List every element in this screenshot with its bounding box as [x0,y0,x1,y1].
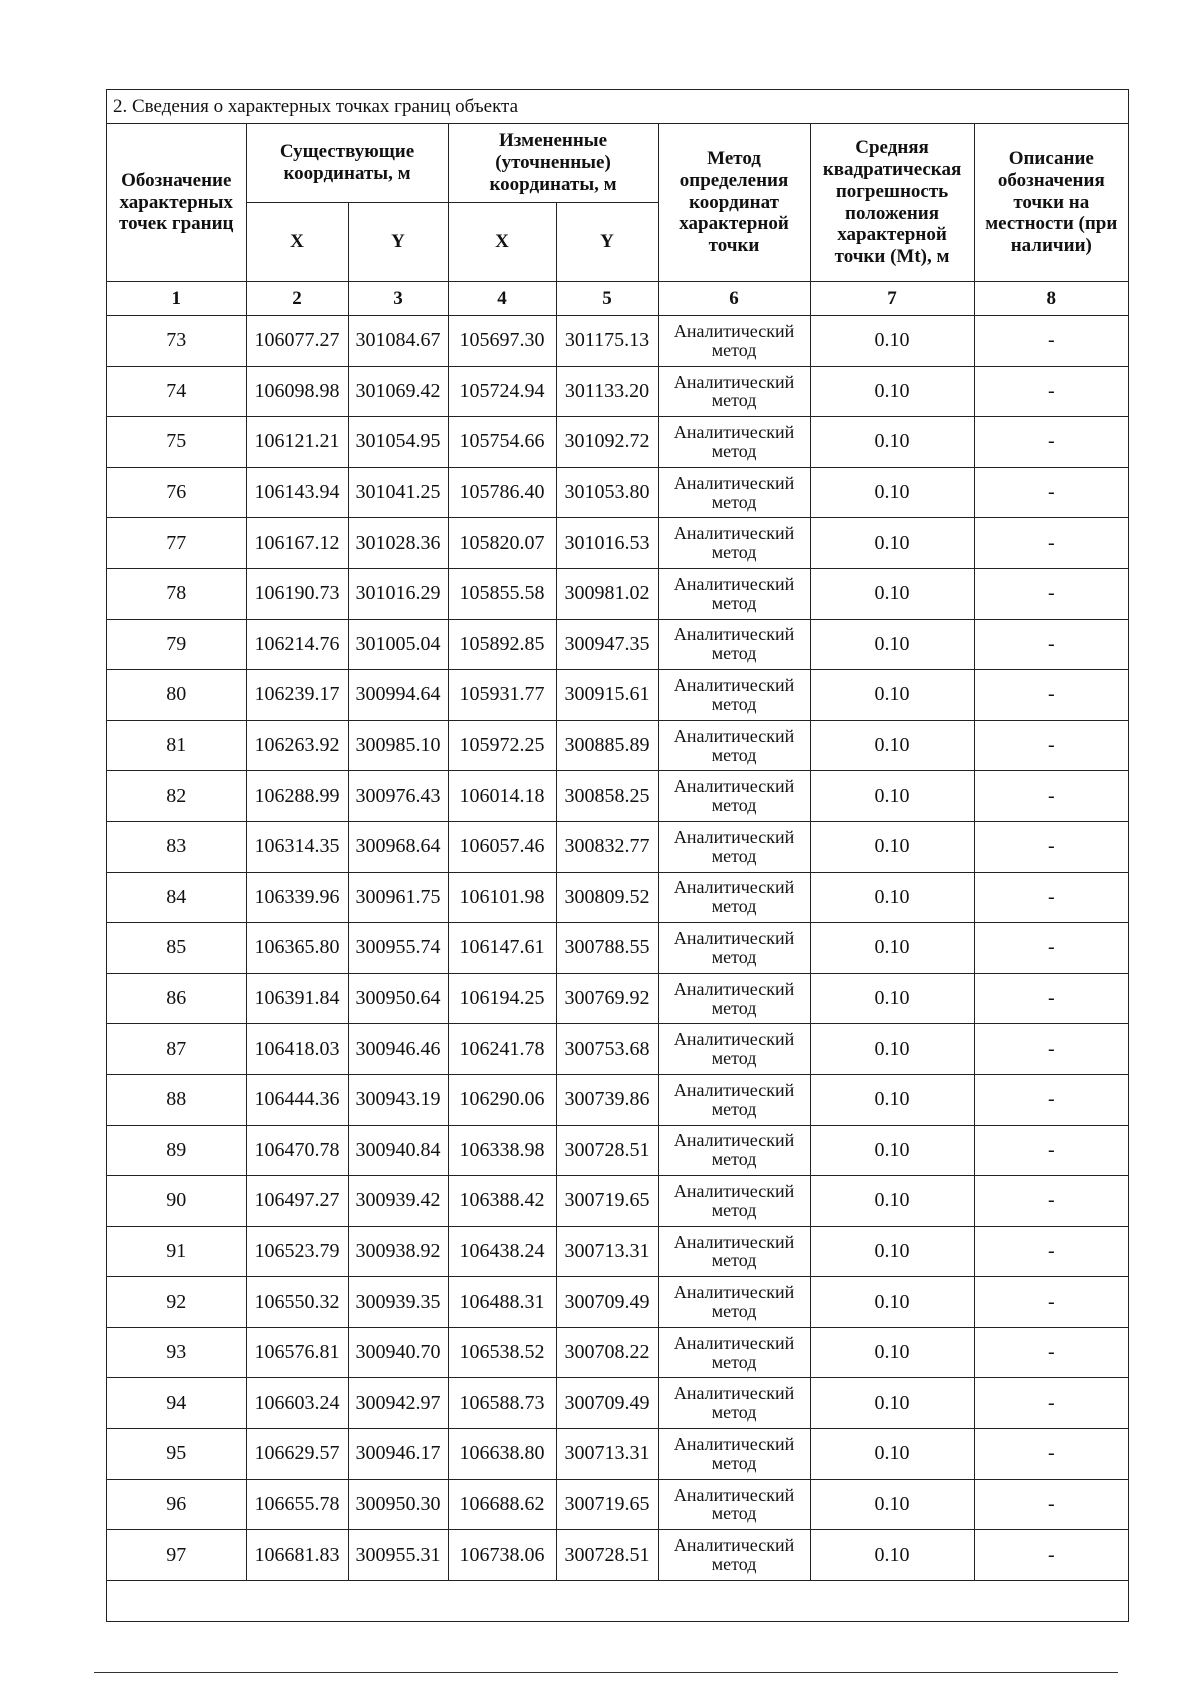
existing-y-cell: 300940.70 [348,1327,448,1378]
changed-x-cell: 105724.94 [448,366,556,417]
changed-y-cell: 300719.65 [556,1479,658,1530]
changed-y-cell: 300947.35 [556,619,658,670]
error-cell: 0.10 [810,1125,974,1176]
point-number-cell: 85 [107,923,246,974]
changed-x-cell: 105931.77 [448,670,556,721]
description-cell: - [974,1378,1128,1429]
existing-y-cell: 300942.97 [348,1378,448,1429]
existing-x-cell: 106239.17 [246,670,348,721]
error-cell: 0.10 [810,872,974,923]
error-cell: 0.10 [810,1479,974,1530]
existing-y-cell: 301069.42 [348,366,448,417]
error-cell: 0.10 [810,1327,974,1378]
table-row [107,1176,1128,1227]
changed-y-cell: 301016.53 [556,518,658,569]
point-number-cell: 73 [107,316,246,367]
existing-x-cell: 106497.27 [246,1176,348,1227]
table-row [107,973,1128,1024]
point-number-cell: 91 [107,1226,246,1277]
point-number-cell: 90 [107,1176,246,1227]
changed-y-cell: 300709.49 [556,1378,658,1429]
error-cell: 0.10 [810,1176,974,1227]
column-number: 1 [107,282,246,316]
table-row [107,1125,1128,1176]
error-cell: 0.10 [810,1429,974,1480]
table-row [107,366,1128,417]
existing-x-cell: 106339.96 [246,872,348,923]
existing-x-cell: 106603.24 [246,1378,348,1429]
boundary-points-table [107,124,1128,1581]
existing-y-cell: 300985.10 [348,720,448,771]
error-cell: 0.10 [810,467,974,518]
existing-y-cell: 300939.42 [348,1176,448,1227]
header-existing-coordinates: Существующие координаты, м [246,124,448,203]
point-number-cell: 81 [107,720,246,771]
description-cell: - [974,1327,1128,1378]
changed-y-cell: 300981.02 [556,568,658,619]
point-number-cell: 78 [107,568,246,619]
method-cell: Аналитический метод [658,973,810,1024]
error-cell: 0.10 [810,771,974,822]
existing-y-cell: 300946.17 [348,1429,448,1480]
changed-x-cell: 105892.85 [448,619,556,670]
table-row [107,1277,1128,1328]
method-cell: Аналитический метод [658,417,810,468]
error-cell: 0.10 [810,670,974,721]
point-number-cell: 76 [107,467,246,518]
changed-x-cell: 105786.40 [448,467,556,518]
column-number: 2 [246,282,348,316]
method-cell: Аналитический метод [658,1176,810,1227]
method-cell: Аналитический метод [658,1429,810,1480]
changed-x-cell: 106488.31 [448,1277,556,1328]
error-cell: 0.10 [810,1074,974,1125]
changed-y-cell: 300915.61 [556,670,658,721]
method-cell: Аналитический метод [658,1530,810,1581]
existing-x-cell: 106214.76 [246,619,348,670]
column-number: 5 [556,282,658,316]
table-row [107,316,1128,367]
existing-x-cell: 106077.27 [246,316,348,367]
method-cell: Аналитический метод [658,1226,810,1277]
description-cell: - [974,670,1128,721]
description-cell: - [974,619,1128,670]
existing-x-cell: 106167.12 [246,518,348,569]
existing-x-cell: 106365.80 [246,923,348,974]
existing-y-cell: 301005.04 [348,619,448,670]
method-cell: Аналитический метод [658,1327,810,1378]
existing-x-cell: 106121.21 [246,417,348,468]
error-cell: 0.10 [810,417,974,468]
point-number-cell: 75 [107,417,246,468]
method-cell: Аналитический метод [658,1074,810,1125]
point-number-cell: 80 [107,670,246,721]
table-row [107,467,1128,518]
point-number-cell: 94 [107,1378,246,1429]
column-number: 4 [448,282,556,316]
existing-y-cell: 300994.64 [348,670,448,721]
description-cell: - [974,1429,1128,1480]
existing-y-cell: 300950.30 [348,1479,448,1530]
changed-x-cell: 106057.46 [448,821,556,872]
point-number-cell: 83 [107,821,246,872]
changed-y-cell: 300713.31 [556,1429,658,1480]
changed-x-cell: 105697.30 [448,316,556,367]
changed-y-cell: 300753.68 [556,1024,658,1075]
point-number-cell: 88 [107,1074,246,1125]
changed-y-cell: 300708.22 [556,1327,658,1378]
point-number-cell: 93 [107,1327,246,1378]
description-cell: - [974,316,1128,367]
existing-x-cell: 106550.32 [246,1277,348,1328]
existing-x-cell: 106190.73 [246,568,348,619]
description-cell: - [974,1530,1128,1581]
changed-y-cell: 300885.89 [556,720,658,771]
changed-y-cell: 300788.55 [556,923,658,974]
point-number-cell: 95 [107,1429,246,1480]
changed-y-cell: 301092.72 [556,417,658,468]
point-number-cell: 74 [107,366,246,417]
changed-x-cell: 106241.78 [448,1024,556,1075]
table-row [107,568,1128,619]
table-row [107,1226,1128,1277]
table-row [107,417,1128,468]
header-changed-y: Y [556,203,658,282]
column-number: 3 [348,282,448,316]
changed-x-cell: 106194.25 [448,973,556,1024]
existing-x-cell: 106655.78 [246,1479,348,1530]
description-cell: - [974,518,1128,569]
table-row [107,518,1128,569]
table-row [107,821,1128,872]
error-cell: 0.10 [810,518,974,569]
changed-x-cell: 106388.42 [448,1176,556,1227]
method-cell: Аналитический метод [658,720,810,771]
changed-x-cell: 106290.06 [448,1074,556,1125]
changed-y-cell: 300728.51 [556,1530,658,1581]
point-number-cell: 97 [107,1530,246,1581]
table-row [107,1429,1128,1480]
table-row [107,670,1128,721]
error-cell: 0.10 [810,316,974,367]
changed-x-cell: 106538.52 [448,1327,556,1378]
point-number-cell: 92 [107,1277,246,1328]
existing-y-cell: 300940.84 [348,1125,448,1176]
error-cell: 0.10 [810,1277,974,1328]
column-number: 7 [810,282,974,316]
point-number-cell: 96 [107,1479,246,1530]
table-row [107,872,1128,923]
existing-x-cell: 106391.84 [246,973,348,1024]
description-cell: - [974,872,1128,923]
table-row [107,1479,1128,1530]
changed-x-cell: 106438.24 [448,1226,556,1277]
existing-y-cell: 300961.75 [348,872,448,923]
changed-x-cell: 106688.62 [448,1479,556,1530]
point-number-cell: 89 [107,1125,246,1176]
table-body [107,316,1128,1581]
changed-x-cell: 106338.98 [448,1125,556,1176]
header-designation: Обозначение характерных точек границ [107,124,246,282]
error-cell: 0.10 [810,1226,974,1277]
method-cell: Аналитический метод [658,518,810,569]
existing-x-cell: 106470.78 [246,1125,348,1176]
changed-x-cell: 105972.25 [448,720,556,771]
table-row [107,1378,1128,1429]
method-cell: Аналитический метод [658,316,810,367]
description-cell: - [974,417,1128,468]
description-cell: - [974,568,1128,619]
changed-x-cell: 105820.07 [448,518,556,569]
error-cell: 0.10 [810,619,974,670]
changed-x-cell: 106638.80 [448,1429,556,1480]
description-cell: - [974,1074,1128,1125]
description-cell: - [974,366,1128,417]
existing-y-cell: 300950.64 [348,973,448,1024]
error-cell: 0.10 [810,1024,974,1075]
point-number-cell: 84 [107,872,246,923]
section-title: 2. Сведения о характерных точках границ объекта [107,90,1128,124]
description-cell: - [974,973,1128,1024]
header-existing-y: Y [348,203,448,282]
existing-x-cell: 106143.94 [246,467,348,518]
changed-y-cell: 301053.80 [556,467,658,518]
method-cell: Аналитический метод [658,1125,810,1176]
method-cell: Аналитический метод [658,821,810,872]
header-changed-coordinates: Измененные (уточненные) координаты, м [448,124,658,203]
description-cell: - [974,1125,1128,1176]
description-cell: - [974,720,1128,771]
changed-x-cell: 105855.58 [448,568,556,619]
error-cell: 0.10 [810,821,974,872]
existing-y-cell: 300968.64 [348,821,448,872]
existing-x-cell: 106263.92 [246,720,348,771]
changed-y-cell: 300769.92 [556,973,658,1024]
description-cell: - [974,1024,1128,1075]
changed-y-cell: 300809.52 [556,872,658,923]
error-cell: 0.10 [810,1530,974,1581]
existing-x-cell: 106523.79 [246,1226,348,1277]
existing-x-cell: 106098.98 [246,366,348,417]
point-number-cell: 87 [107,1024,246,1075]
changed-x-cell: 106738.06 [448,1530,556,1581]
changed-y-cell: 300858.25 [556,771,658,822]
method-cell: Аналитический метод [658,670,810,721]
existing-y-cell: 300976.43 [348,771,448,822]
point-number-cell: 77 [107,518,246,569]
description-cell: - [974,1277,1128,1328]
changed-x-cell: 105754.66 [448,417,556,468]
existing-x-cell: 106314.35 [246,821,348,872]
changed-y-cell: 300709.49 [556,1277,658,1328]
description-cell: - [974,1479,1128,1530]
existing-y-cell: 300938.92 [348,1226,448,1277]
existing-y-cell: 301016.29 [348,568,448,619]
header-error: Средняя квадратическая погрешность положения характерной точки (Mt), м [810,124,974,282]
method-cell: Аналитический метод [658,771,810,822]
error-cell: 0.10 [810,366,974,417]
existing-y-cell: 301054.95 [348,417,448,468]
table-tail [107,1581,1128,1621]
method-cell: Аналитический метод [658,1024,810,1075]
error-cell: 0.10 [810,720,974,771]
method-cell: Аналитический метод [658,366,810,417]
method-cell: Аналитический метод [658,1378,810,1429]
changed-y-cell: 300739.86 [556,1074,658,1125]
error-cell: 0.10 [810,973,974,1024]
description-cell: - [974,923,1128,974]
changed-x-cell: 106588.73 [448,1378,556,1429]
existing-x-cell: 106681.83 [246,1530,348,1581]
footer-divider [94,1672,1118,1673]
point-number-cell: 86 [107,973,246,1024]
existing-x-cell: 106444.36 [246,1074,348,1125]
existing-x-cell: 106629.57 [246,1429,348,1480]
existing-x-cell: 106288.99 [246,771,348,822]
column-number: 8 [974,282,1128,316]
method-cell: Аналитический метод [658,1277,810,1328]
method-cell: Аналитический метод [658,467,810,518]
method-cell: Аналитический метод [658,568,810,619]
header-changed-x: X [448,203,556,282]
table-row [107,1327,1128,1378]
header-description: Описание обозначения точки на местности (при наличии) [974,124,1128,282]
description-cell: - [974,1176,1128,1227]
table-row [107,1530,1128,1581]
changed-y-cell: 301133.20 [556,366,658,417]
existing-y-cell: 300943.19 [348,1074,448,1125]
error-cell: 0.10 [810,1378,974,1429]
changed-y-cell: 300832.77 [556,821,658,872]
table-row [107,1074,1128,1125]
changed-x-cell: 106014.18 [448,771,556,822]
point-number-cell: 79 [107,619,246,670]
existing-y-cell: 300939.35 [348,1277,448,1328]
table-row [107,619,1128,670]
existing-x-cell: 106576.81 [246,1327,348,1378]
table-row [107,1024,1128,1075]
header-method: Метод определения координат характерной точки [658,124,810,282]
existing-y-cell: 300955.31 [348,1530,448,1581]
changed-x-cell: 106147.61 [448,923,556,974]
error-cell: 0.10 [810,568,974,619]
existing-y-cell: 301041.25 [348,467,448,518]
error-cell: 0.10 [810,923,974,974]
existing-y-cell: 300946.46 [348,1024,448,1075]
table-row [107,720,1128,771]
changed-y-cell: 301175.13 [556,316,658,367]
description-cell: - [974,467,1128,518]
header-existing-x: X [246,203,348,282]
method-cell: Аналитический метод [658,1479,810,1530]
existing-y-cell: 301084.67 [348,316,448,367]
changed-y-cell: 300719.65 [556,1176,658,1227]
existing-x-cell: 106418.03 [246,1024,348,1075]
method-cell: Аналитический метод [658,872,810,923]
table-row [107,923,1128,974]
changed-x-cell: 106101.98 [448,872,556,923]
column-number: 6 [658,282,810,316]
existing-y-cell: 301028.36 [348,518,448,569]
existing-y-cell: 300955.74 [348,923,448,974]
description-cell: - [974,771,1128,822]
method-cell: Аналитический метод [658,923,810,974]
point-number-cell: 82 [107,771,246,822]
description-cell: - [974,1226,1128,1277]
changed-y-cell: 300728.51 [556,1125,658,1176]
description-cell: - [974,821,1128,872]
document-sheet [106,89,1129,1622]
table-row [107,771,1128,822]
changed-y-cell: 300713.31 [556,1226,658,1277]
method-cell: Аналитический метод [658,619,810,670]
